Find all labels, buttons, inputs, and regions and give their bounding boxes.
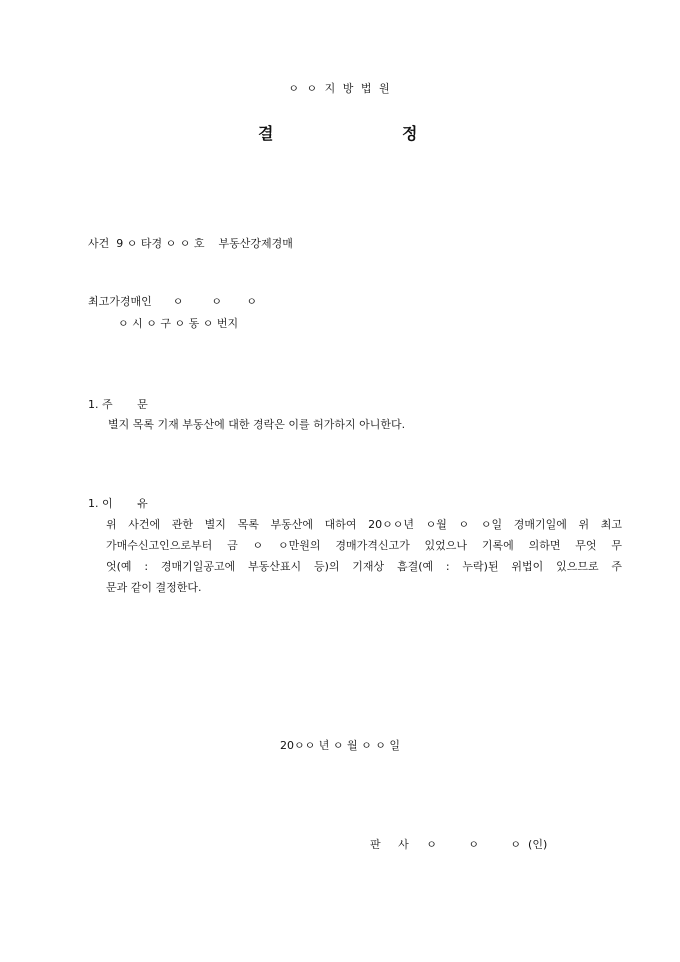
document-title-right: 정 [402, 124, 418, 143]
reason-line: 엇(예 : 경매기일공고에 부동산표시 등)의 기재상 흠결(예 : 누락)된 위법이 있으므로 주 [106, 560, 622, 573]
highest-bidder-address: ㅇ 시 ㅇ 구 ㅇ 동 ㅇ 번지 [118, 317, 239, 330]
section-order-heading: 1. 주 문 [88, 398, 148, 411]
section-reason-body [106, 514, 622, 598]
section-reason-heading: 1. 이 유 [88, 497, 148, 510]
document-title-left: 결 [258, 124, 274, 143]
highest-bidder-line: 최고가경매인 ㅇ ㅇ ㅇ [88, 295, 258, 308]
reason-line: 가매수신고인으로부터 금 ㅇ ㅇ만원의 경매가격신고가 있었으나 기록에 의하면 무엇 무 [106, 539, 622, 552]
court-name: ㅇ ㅇ 지 방 법 원 [288, 82, 392, 95]
reason-line: 문과 같이 결정한다. [106, 581, 202, 594]
case-line: 사건 9 ㅇ 타경 ㅇ ㅇ 호 부동산강제경매 [88, 237, 293, 250]
reason-line: 위 사건에 관한 별지 목록 부동산에 대하여 20ㅇㅇ년 ㅇ월 ㅇ ㅇ일 경매기일에 위 최고 [106, 518, 622, 531]
decision-date: 20ㅇㅇ 년 ㅇ 월 ㅇ ㅇ 일 [280, 739, 400, 752]
judge-signature-line: 판 사 ㅇ ㅇ ㅇ (인) [370, 838, 548, 851]
section-order-body: 별지 목록 기재 부동산에 대한 경락은 이를 허가하지 아니한다. [108, 418, 406, 431]
